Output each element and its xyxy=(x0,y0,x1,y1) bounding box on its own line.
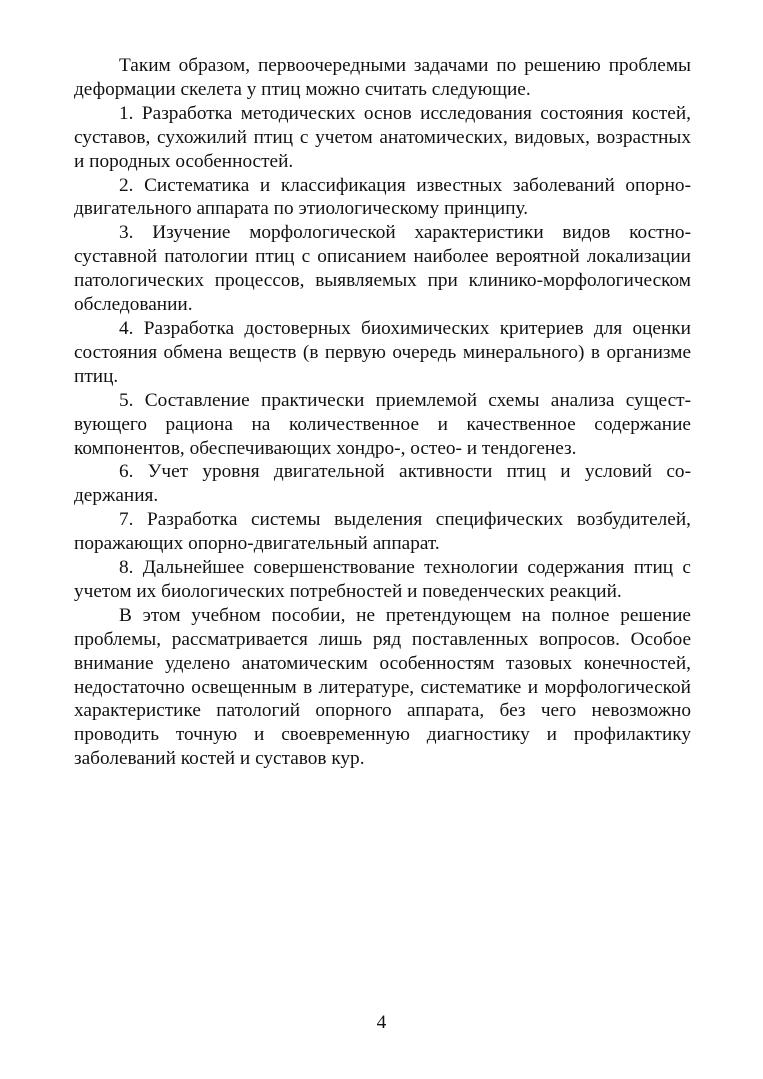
paragraph-item-3: 3. Изучение морфологической характеристики видов костносуставной патологии птиц с описанием наиболее вероятной локализации патологических процессов, выявляемых при клинико-морфологическом обследовании. xyxy=(74,222,691,316)
paragraph-item-2: 2. Систематика и классификация известных заболеваний опорно-двигательного аппарата по этиологическому принципу. xyxy=(74,174,691,220)
page-number: 4 xyxy=(376,1012,387,1033)
paragraph-item-1: 1. Разработка методических основ исследования состояния костей, суставов, сухожилий птиц с учетом анатомических, видовых, возрастных и породных особенностей. xyxy=(74,102,691,172)
paragraph-item-5: 5. Составление практически приемлемой схемы анализа существующего рациона на количественное и качественное содержание компонентов, обеспечивающих хондро-, остео- и тендогенез. xyxy=(74,389,691,459)
paragraph-item-6: 6. Учет уровня двигательной активности птиц и условий содержания. xyxy=(74,461,691,507)
paragraph-item-8: 8. Дальнейшее совершенствование технологии содержания птиц с учетом их биологических потребностей и поведенческих реакций. xyxy=(74,557,691,602)
page-body-text xyxy=(74,54,691,771)
paragraph-conclusion: В этом учебном пособии, не претендующем на полное решение проблемы, рассматривается лишь ряд поставленных вопросов. Особое внимание уделено анатомическим особенностям тазовых конечностей, недостаточно освещенным в литературе, систематике и морфологической характеристике патологий опорного аппарата, без чего невозможно проводить точную и своевременную диагностику и профилактику заболеваний костей и суставов кур. xyxy=(74,604,691,770)
paragraph-intro: Таким образом, первоочередными задачами по решению проблемы деформации скелета у птиц можно считать следующие. xyxy=(74,55,691,100)
paragraph-item-4: 4. Разработка достоверных биохимических критериев для оценки состояния обмена веществ (в первую очередь минерального) в организме птиц. xyxy=(74,317,691,387)
paragraph-item-7: 7. Разработка системы выделения специфических возбудителей, поражающих опорно-двигательный аппарат. xyxy=(74,509,691,555)
